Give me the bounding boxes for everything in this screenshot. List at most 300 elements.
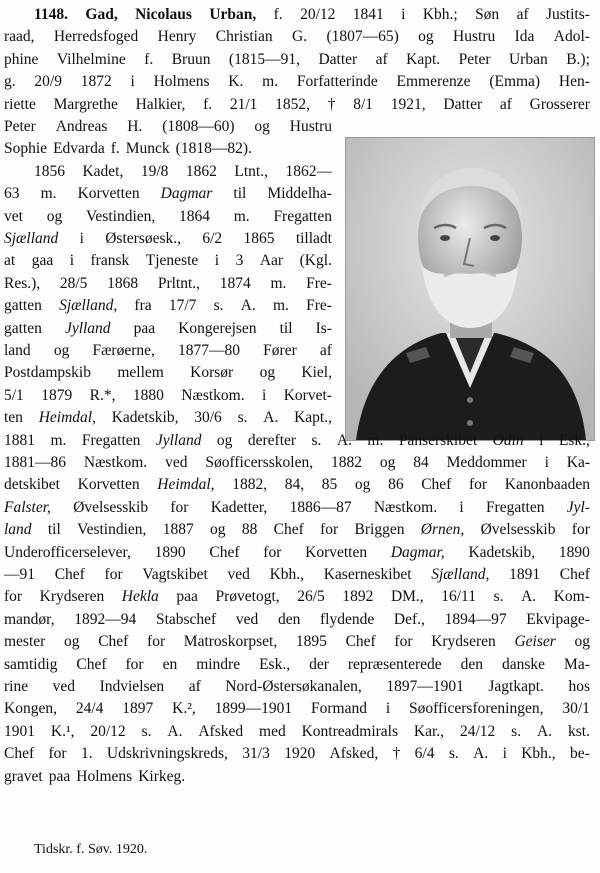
word: Kbh.,	[269, 566, 305, 583]
word: Søofficersskolen,	[205, 454, 314, 471]
word: for	[104, 566, 123, 583]
word: Krydseren	[431, 633, 496, 651]
bold-word: Urban,	[209, 6, 257, 23]
word: R.*,	[89, 386, 116, 404]
word: 20/12	[300, 6, 336, 23]
word: Korvet-	[283, 386, 332, 404]
text-line	[4, 766, 590, 788]
word: 88	[241, 521, 258, 539]
word: Prltnt.,	[157, 274, 201, 292]
word: for	[170, 498, 189, 516]
word: Chef	[76, 655, 107, 673]
word: der	[309, 655, 329, 673]
text-line	[4, 295, 332, 317]
word: 1862—	[285, 162, 332, 180]
word: Sjælland	[4, 230, 59, 247]
word: for	[147, 633, 166, 651]
word: i	[79, 230, 84, 247]
word: 1862	[185, 162, 217, 180]
text-line	[4, 94, 590, 116]
word: 86	[388, 476, 404, 494]
word: af	[516, 6, 529, 23]
word: Øvelsesskib	[73, 498, 149, 516]
text-line	[4, 4, 590, 26]
word: vet	[4, 207, 23, 225]
word: land	[4, 521, 32, 539]
word: af	[188, 678, 201, 695]
word: m.	[270, 274, 287, 292]
word: Kadet,	[82, 162, 124, 180]
word: Søn	[475, 6, 500, 23]
word: Vagtskibet	[142, 566, 208, 583]
word: f.	[144, 50, 154, 68]
word: 28/5	[59, 274, 88, 292]
word: for	[263, 543, 282, 561]
word: Sophie	[4, 140, 48, 158]
word: og	[216, 431, 233, 449]
word: gatten	[4, 297, 42, 315]
word: af	[499, 95, 512, 113]
text-line	[4, 340, 332, 362]
word: 19/8	[140, 162, 169, 180]
word: i	[214, 252, 220, 270]
word: f.	[203, 95, 213, 113]
word: samtidig	[4, 655, 58, 673]
text-line	[4, 743, 590, 765]
word: og	[418, 28, 434, 46]
word: Fregatten	[81, 431, 141, 449]
word: Hekla	[121, 588, 159, 606]
word: Kbh.,	[521, 745, 556, 763]
word: Margrethe	[53, 95, 118, 113]
word: —91	[4, 566, 35, 583]
word: Fre-	[306, 274, 332, 292]
text-line	[4, 228, 332, 250]
word: Nord-Østersøkanalen,	[225, 678, 362, 695]
word: 84	[413, 454, 429, 471]
word: s.	[493, 588, 504, 606]
word: Chef	[209, 543, 240, 561]
bold-word: 1148.	[34, 6, 69, 23]
word: 1901	[4, 722, 35, 740]
word: Kirkeg.	[138, 767, 186, 785]
word: 1887	[162, 521, 194, 539]
text-line	[4, 586, 590, 608]
word: for	[48, 745, 67, 763]
word: den	[277, 610, 301, 628]
word: 1892	[342, 588, 374, 606]
word: Chef	[4, 745, 35, 763]
word: phine	[4, 50, 39, 68]
word: Ida	[514, 28, 535, 46]
word: Indvielsen	[99, 678, 165, 695]
word: 1920	[284, 745, 316, 763]
word: Ekvipage-	[526, 610, 590, 628]
word: i	[502, 745, 507, 763]
word: Chef	[421, 476, 452, 494]
word: Næstkom.	[83, 454, 148, 471]
word: Sjælland,	[59, 297, 118, 315]
word: til	[233, 185, 247, 203]
word: Jagtkapt.	[488, 678, 544, 695]
word: †	[327, 95, 336, 113]
text-line	[4, 318, 332, 340]
word: 24/4	[75, 700, 104, 718]
word: Def.,	[393, 610, 425, 628]
word: G.	[292, 28, 308, 46]
word: gaa	[31, 252, 54, 270]
word: m.	[40, 185, 57, 203]
word: for	[469, 476, 488, 494]
word: Edvarda	[53, 140, 105, 158]
text-line	[4, 407, 332, 429]
word: Munck	[125, 140, 170, 158]
word: be-	[570, 745, 590, 763]
word: ved	[52, 678, 76, 695]
word: A.	[536, 722, 553, 740]
word: Kaserneskibet	[323, 566, 412, 583]
word: Holmens	[76, 767, 133, 785]
word: Kadetskib,	[111, 409, 179, 427]
word: Ørnen,	[420, 521, 465, 539]
word: i	[544, 454, 549, 471]
text-line	[4, 721, 590, 743]
word: hos	[568, 678, 590, 695]
word: (1808—60)	[162, 118, 235, 135]
word: 1865	[243, 230, 275, 247]
text-line	[4, 250, 332, 272]
word: mellem	[117, 364, 164, 382]
word: Chef	[98, 633, 129, 651]
word: Peter	[4, 118, 36, 135]
word: 1880	[132, 386, 164, 404]
word: ved	[235, 610, 259, 628]
word: flydende	[320, 610, 375, 628]
word: Hen-	[558, 73, 590, 91]
word: (Emma)	[489, 73, 541, 91]
word: i	[69, 252, 75, 270]
word: Kapt.,	[294, 409, 332, 427]
word: 31/3	[242, 745, 270, 763]
word: Odin	[492, 431, 524, 449]
word: kst.	[567, 722, 590, 740]
word: m.	[50, 431, 67, 449]
word: Vestindien,	[85, 207, 156, 225]
word: 1897—1901	[386, 678, 464, 695]
word: Korvetten	[77, 476, 140, 494]
word: Sjælland,	[431, 566, 490, 583]
word: 24/12	[459, 722, 496, 740]
text-line	[4, 206, 332, 228]
word: fransk	[90, 252, 130, 270]
word: til	[47, 521, 61, 539]
word: 8/1	[353, 95, 374, 113]
word: og	[354, 476, 371, 494]
word: paa	[133, 319, 156, 337]
word: 30/6	[194, 409, 222, 427]
text-line	[4, 609, 590, 631]
word: Fører	[263, 342, 297, 359]
word: detskibet	[4, 476, 60, 494]
bold-word: Nicolaus	[135, 6, 192, 23]
text-line	[4, 519, 590, 541]
word: Datter	[318, 50, 358, 68]
text-line	[4, 698, 590, 720]
word: 1856	[34, 162, 65, 180]
text-line	[4, 564, 590, 586]
word: 1897	[122, 700, 154, 718]
word: Andreas	[55, 118, 108, 135]
word: s.	[213, 297, 224, 315]
word: Underofficerselever,	[4, 543, 131, 561]
word: Holmens	[153, 73, 210, 91]
word: Hustru	[289, 118, 332, 135]
word: ved	[227, 566, 250, 583]
word: Middelha-	[267, 185, 332, 203]
text-line	[4, 49, 590, 71]
word: i	[130, 73, 135, 91]
text-line	[4, 273, 332, 295]
word: 1895	[295, 633, 327, 651]
word: Kongerejsen	[178, 319, 257, 337]
word: 6/4	[414, 745, 435, 763]
word: Vilhelmine	[56, 50, 126, 68]
word: for	[571, 521, 590, 539]
word: Chef	[273, 521, 304, 539]
word: og	[259, 364, 276, 382]
word: 1921,	[390, 95, 426, 113]
word: 1894—97	[444, 610, 507, 628]
word: s.	[237, 409, 248, 427]
word: 1886—87	[289, 498, 352, 516]
word: m.	[262, 73, 279, 91]
word: Udskrivningskreds,	[106, 745, 228, 763]
word: Briggen	[354, 521, 405, 539]
text-line	[4, 138, 332, 160]
word: Krydseren	[39, 588, 105, 606]
word: 5/1	[4, 386, 24, 404]
word: (1807—65)	[326, 28, 399, 46]
word: Emmerenze	[396, 73, 471, 91]
word: til	[279, 319, 293, 337]
word: Is-	[315, 319, 332, 337]
word: Esk.,	[558, 431, 590, 449]
word: Res.),	[4, 274, 41, 292]
word: fra	[134, 297, 152, 315]
word: Fre-	[306, 297, 332, 315]
word: i	[385, 700, 391, 718]
word: m.	[233, 207, 250, 225]
word: mandør,	[4, 610, 55, 628]
word: 1841	[352, 6, 384, 23]
word: Kadetter,	[210, 498, 268, 516]
word: i	[401, 6, 406, 23]
word: 1882,	[232, 476, 268, 494]
word: af	[319, 342, 332, 359]
word: 1881	[4, 431, 35, 449]
word: 1852,	[275, 95, 311, 113]
word: Østersøesk.,	[105, 230, 182, 247]
word: s.	[448, 745, 459, 763]
word: Justits-	[545, 6, 590, 23]
word: 1882	[330, 454, 362, 471]
word: 84,	[284, 476, 305, 494]
word: Datter	[443, 95, 483, 113]
word: 1891	[509, 566, 541, 583]
word: Chef	[54, 566, 85, 583]
word: 3	[235, 252, 244, 270]
word: B.);	[566, 50, 590, 68]
word: Hustru	[453, 28, 496, 46]
word: Adol-	[553, 28, 590, 46]
word: f.	[273, 6, 283, 23]
bold-word: Gad,	[85, 6, 118, 23]
word: Chef	[345, 633, 376, 651]
word: m.	[273, 297, 289, 315]
word: Ma-	[564, 655, 590, 673]
word: Kbh.;	[422, 6, 458, 23]
word: Øvelsesskib	[480, 521, 556, 539]
text-line	[4, 26, 590, 48]
word: Dagmar	[160, 185, 213, 203]
word: 1890	[154, 543, 186, 561]
portrait-illustration	[346, 138, 594, 440]
word: 1868	[107, 274, 139, 292]
word: paa	[176, 588, 198, 606]
word: A.	[336, 431, 352, 449]
word: H.	[127, 118, 143, 135]
text-line	[4, 71, 590, 93]
word: tilladt	[295, 230, 332, 247]
word: Esk.,	[259, 655, 291, 673]
word: Jylland	[155, 431, 202, 449]
text-line	[4, 542, 590, 564]
word: Heimdal,	[38, 409, 96, 427]
word: Geiser	[514, 633, 556, 651]
word: Grosserer	[529, 95, 590, 113]
word: Søofficersforeningen,	[409, 700, 544, 718]
text-line	[4, 161, 332, 183]
word: Henry	[157, 28, 197, 46]
word: Aar	[259, 252, 284, 270]
word: mester	[4, 633, 46, 651]
word: Kapt.	[406, 50, 441, 68]
word: 1874	[219, 274, 251, 292]
word: Kom-	[553, 588, 590, 606]
word: Stabschef	[155, 610, 217, 628]
word: Postdampskib	[4, 364, 91, 382]
word: for	[4, 588, 23, 606]
word: Kanonbaaden	[504, 476, 590, 494]
word: A.	[167, 722, 183, 740]
word: 1864	[179, 207, 210, 225]
word: 1879	[41, 386, 73, 404]
word: 1890	[558, 543, 590, 561]
text-line	[4, 430, 590, 452]
word: og	[574, 633, 590, 651]
word: Formand	[310, 700, 367, 718]
word: Dagmar,	[390, 543, 445, 561]
word: ved	[165, 454, 188, 471]
text-line	[4, 385, 332, 407]
word: 20/9	[34, 73, 62, 91]
portrait-photo	[345, 137, 595, 441]
word: Korvetten	[77, 185, 140, 203]
word: for	[394, 633, 413, 651]
word: Næstkom.	[181, 386, 245, 404]
word: (1815—91,	[228, 50, 300, 68]
word: Fregatten	[485, 498, 545, 516]
word: Kongen,	[4, 700, 57, 718]
word: og	[46, 207, 63, 225]
word: (Kgl.	[299, 252, 332, 270]
word: 17/7	[168, 297, 197, 315]
word: Matroskorpset,	[183, 633, 278, 651]
word: den	[460, 655, 484, 673]
word: og	[379, 454, 396, 471]
text-line	[4, 183, 332, 205]
word: og	[64, 633, 80, 651]
word: A.	[263, 409, 279, 427]
word: derefter	[247, 431, 297, 449]
word: i	[262, 386, 267, 404]
word: mindre	[196, 655, 241, 673]
word: Næstkom.	[373, 498, 438, 516]
word: Heimdal,	[157, 476, 215, 494]
word: m.	[367, 431, 384, 449]
word: A.	[473, 745, 489, 763]
word: Vestindien,	[77, 521, 147, 539]
word: 1.	[80, 745, 93, 763]
word: g.	[4, 73, 16, 91]
word: en	[162, 655, 178, 673]
word: Færøerne,	[92, 342, 155, 359]
word: Tjeneste	[145, 252, 199, 270]
word: raad,	[4, 28, 35, 46]
word: Jyl-	[566, 498, 590, 516]
word: s.	[141, 722, 152, 740]
word: Kar.,	[413, 722, 445, 740]
word: Korsør	[190, 364, 234, 382]
text-line	[4, 452, 590, 474]
word: af	[375, 50, 388, 68]
word: 1872	[80, 73, 112, 91]
word: og	[53, 342, 70, 359]
word: 1899—1901	[214, 700, 293, 718]
word: Kiel,	[301, 364, 332, 382]
word: i	[539, 431, 544, 449]
word: ten	[4, 409, 23, 427]
word: og	[254, 118, 270, 135]
word: 16/11	[441, 588, 476, 606]
word: 26/5	[297, 588, 325, 606]
word: og	[210, 521, 226, 539]
word: Peter	[458, 50, 491, 68]
word: 85	[321, 476, 338, 494]
word: Fregatten	[273, 207, 332, 225]
word: med	[259, 722, 286, 740]
word: Bruun	[171, 50, 211, 68]
word: Halkier,	[135, 95, 186, 113]
word: Kadetskib,	[468, 543, 536, 561]
word: K.²,	[172, 700, 196, 718]
word: Afsked,	[329, 745, 379, 763]
word: s.	[311, 431, 322, 449]
word: Christian	[215, 28, 273, 46]
word: 21/1	[229, 95, 258, 113]
word: Ka-	[566, 454, 590, 471]
word: Panserskibet	[398, 431, 478, 449]
